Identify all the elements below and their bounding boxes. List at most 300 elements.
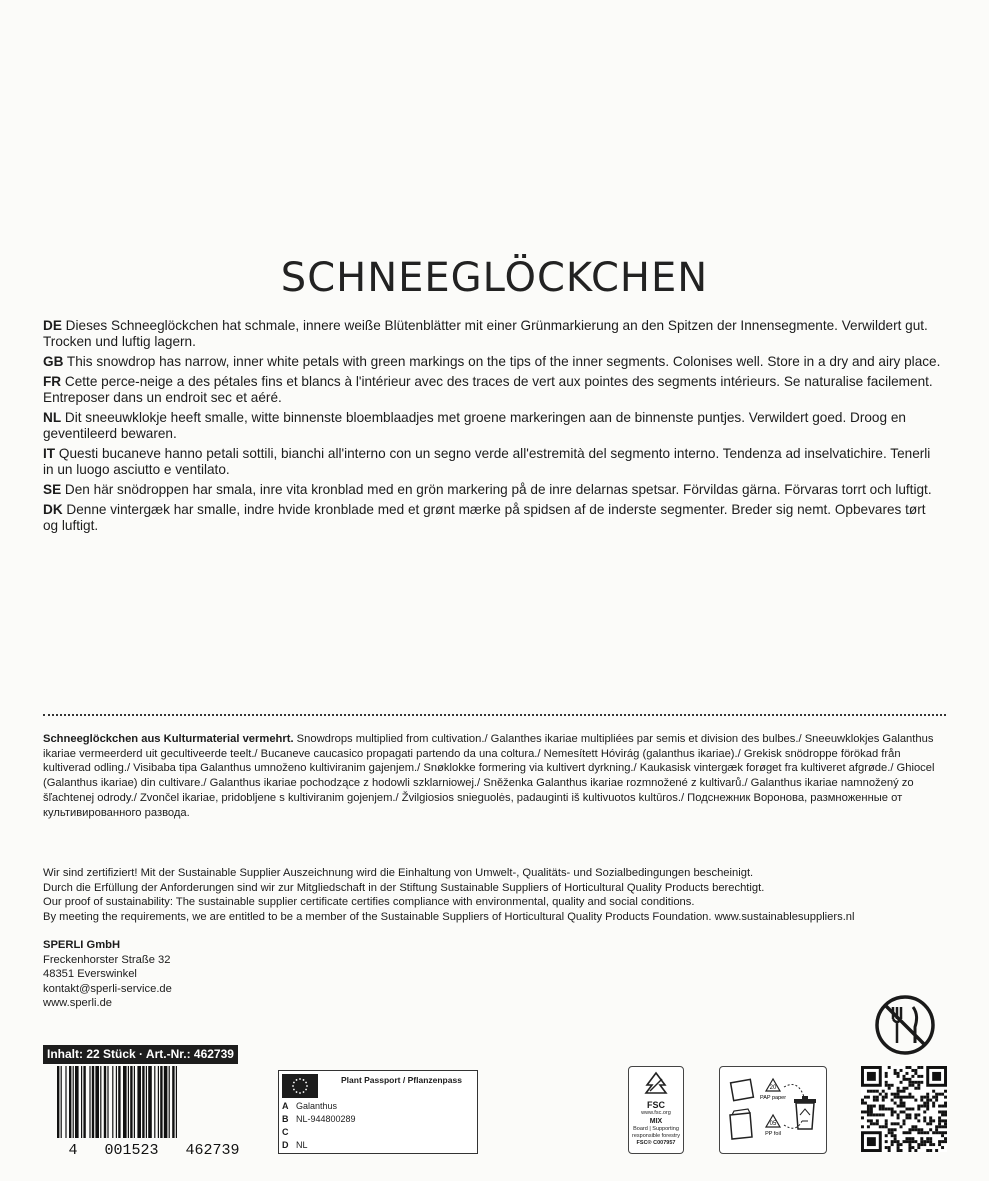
- qr-module: [923, 1110, 926, 1113]
- qr-module: [891, 1093, 894, 1096]
- qr-module: [894, 1140, 897, 1143]
- qr-module: [897, 1140, 900, 1143]
- barcode-bar: [172, 1066, 174, 1138]
- qr-module: [882, 1125, 885, 1128]
- qr-module: [935, 1128, 938, 1131]
- qr-module: [876, 1122, 879, 1125]
- qr-module: [944, 1090, 947, 1093]
- qr-module: [911, 1125, 914, 1128]
- qr-module: [911, 1075, 914, 1078]
- qr-module: [926, 1122, 929, 1125]
- qr-module: [885, 1140, 888, 1143]
- barcode-bar: [65, 1066, 66, 1138]
- barcode-bar: [73, 1066, 74, 1138]
- qr-module: [882, 1105, 885, 1108]
- qr-module: [894, 1110, 897, 1113]
- qr-module: [867, 1105, 870, 1108]
- qr-module: [917, 1143, 920, 1146]
- qr-module: [911, 1084, 914, 1087]
- company-street: Freckenhorster Straße 32: [43, 953, 171, 966]
- recycling-icon: [720, 1067, 826, 1153]
- qr-module: [891, 1110, 894, 1113]
- qr-module: [873, 1099, 876, 1102]
- qr-module: [929, 1140, 932, 1143]
- qr-module: [911, 1140, 914, 1143]
- qr-module: [876, 1119, 879, 1122]
- qr-module: [932, 1105, 935, 1108]
- qr-module: [917, 1131, 920, 1134]
- qr-module: [923, 1105, 926, 1108]
- qr-module: [903, 1102, 906, 1105]
- company-name: SPERLI GmbH: [43, 939, 121, 951]
- qr-module: [867, 1125, 870, 1128]
- qr-module: [908, 1128, 911, 1131]
- qr-module: [897, 1093, 900, 1096]
- cultivation-heading: Schneeglöckchen aus Kulturmaterial vermehrt.: [43, 733, 294, 745]
- qr-module: [914, 1087, 917, 1090]
- qr-module: [861, 1102, 864, 1105]
- desc-dk: [43, 502, 943, 534]
- qr-module: [905, 1072, 908, 1075]
- passport-key: C: [282, 1127, 289, 1137]
- lang-code: GB: [43, 354, 64, 369]
- qr-module: [941, 1134, 944, 1137]
- qr-module: [941, 1093, 944, 1096]
- qr-module: [891, 1084, 894, 1087]
- qr-module: [900, 1099, 903, 1102]
- qr-module: [870, 1119, 873, 1122]
- qr-module: [876, 1099, 879, 1102]
- passport-row: [282, 1113, 356, 1126]
- qr-module: [911, 1146, 914, 1149]
- qr-module: [944, 1125, 947, 1128]
- qr-module: [917, 1108, 920, 1111]
- qr-module: [885, 1096, 888, 1099]
- qr-module: [929, 1143, 932, 1146]
- qr-module: [935, 1096, 938, 1099]
- qr-module: [923, 1116, 926, 1119]
- qr-module: [885, 1075, 888, 1078]
- desc-se: [43, 482, 943, 498]
- qr-module: [903, 1096, 906, 1099]
- descriptions: [43, 318, 943, 538]
- cert-line: Wir sind zertifiziert! Mit der Sustainable Supplier Auszeichnung wird die Einhaltung von Umwelt-, Qualitäts- und Sozialbedingungen bescheinigt.: [43, 867, 754, 879]
- barcode-bar: [158, 1066, 159, 1138]
- barcode-bar: [57, 1066, 59, 1138]
- qr-module: [873, 1122, 876, 1125]
- barcode-bar: [104, 1066, 106, 1138]
- qr-module: [929, 1128, 932, 1131]
- qr-module: [905, 1108, 908, 1111]
- qr-module: [908, 1093, 911, 1096]
- qr-module: [932, 1096, 935, 1099]
- qr-module: [903, 1090, 906, 1093]
- qr-module: [914, 1072, 917, 1075]
- qr-module: [929, 1137, 932, 1140]
- qr-module: [920, 1075, 923, 1078]
- qr-module: [879, 1125, 882, 1128]
- qr-module: [944, 1119, 947, 1122]
- cert-line: Our proof of sustainability: The sustainable supplier certificate certifies compliance with environmental, quality and social conditions.: [43, 896, 695, 909]
- lang-code: FR: [43, 374, 62, 389]
- qr-module: [891, 1108, 894, 1111]
- qr-module: [938, 1140, 941, 1143]
- qr-module: [929, 1119, 932, 1122]
- eu-star: [296, 1079, 298, 1081]
- qr-module: [941, 1140, 944, 1143]
- passport-key: D: [282, 1140, 289, 1150]
- qr-module: [938, 1093, 941, 1096]
- qr-module: [879, 1093, 882, 1096]
- desc-fr: [43, 374, 943, 406]
- qr-module: [914, 1149, 917, 1152]
- eu-star: [306, 1085, 308, 1087]
- qr-module: [908, 1096, 911, 1099]
- barcode-bar: [142, 1066, 144, 1138]
- qr-module: [897, 1143, 900, 1146]
- qr-module: [867, 1090, 870, 1093]
- qr-module: [935, 1131, 938, 1134]
- eu-star: [299, 1092, 301, 1094]
- qr-module: [920, 1140, 923, 1143]
- pap-label: PAP paper: [759, 1095, 787, 1101]
- qr-module: [891, 1099, 894, 1102]
- qr-module: [900, 1102, 903, 1105]
- qr-module: [897, 1149, 900, 1152]
- lang-code: DE: [43, 318, 62, 333]
- barcode-bar: [146, 1066, 147, 1138]
- qr-module: [879, 1105, 882, 1108]
- qr-module: [908, 1143, 911, 1146]
- qr-module: [903, 1087, 906, 1090]
- qr-module: [894, 1128, 897, 1131]
- desc-gb: [43, 354, 943, 370]
- qr-module: [903, 1119, 906, 1122]
- qr-module: [932, 1090, 935, 1093]
- qr-module: [894, 1093, 897, 1096]
- eu-star: [293, 1082, 295, 1084]
- qr-module: [911, 1069, 914, 1072]
- qr-module: [920, 1099, 923, 1102]
- qr-module: [891, 1122, 894, 1125]
- barcode-bar: [176, 1066, 177, 1138]
- qr-module: [894, 1122, 897, 1125]
- qr-module: [944, 1105, 947, 1108]
- qr-module: [923, 1119, 926, 1122]
- company-email: kontakt@sperli-service.de: [43, 982, 172, 995]
- qr-module: [938, 1110, 941, 1113]
- qr-module: [920, 1081, 923, 1084]
- qr-module: [888, 1146, 891, 1149]
- qr-module: [891, 1131, 894, 1134]
- qr-module: [864, 1110, 867, 1113]
- qr-module: [944, 1102, 947, 1105]
- qr-module: [905, 1078, 908, 1081]
- qr-module: [938, 1122, 941, 1125]
- qr-module: [935, 1099, 938, 1102]
- qr-module: [920, 1066, 923, 1069]
- qr-module: [929, 1099, 932, 1102]
- qr-module: [903, 1105, 906, 1108]
- qr-module: [944, 1131, 947, 1134]
- qr-module: [882, 1096, 885, 1099]
- desc-nl: [43, 410, 943, 442]
- barcode-bar: [69, 1066, 71, 1138]
- fsc-logo-text: FSC: [647, 1100, 665, 1110]
- qr-module: [894, 1137, 897, 1140]
- qr-module: [935, 1093, 938, 1096]
- qr-module: [861, 1110, 864, 1113]
- qr-module: [867, 1108, 870, 1111]
- qr-module: [903, 1110, 906, 1113]
- fsc-mix: MIX: [649, 1118, 663, 1125]
- eu-star: [293, 1089, 295, 1091]
- qr-module: [905, 1066, 908, 1069]
- qr-module: [891, 1128, 894, 1131]
- qr-module: [908, 1137, 911, 1140]
- qr-module: [888, 1128, 891, 1131]
- qr-module: [876, 1113, 879, 1116]
- barcode-bar: [164, 1066, 168, 1138]
- barcode-bar: [112, 1066, 113, 1138]
- qr-module: [914, 1081, 917, 1084]
- qr-module: [882, 1099, 885, 1102]
- pp-label: PP foil: [765, 1131, 781, 1137]
- barcode: [43, 1066, 265, 1156]
- qr-module: [923, 1131, 926, 1134]
- qr-module: [929, 1122, 932, 1125]
- qr-module: [941, 1119, 944, 1122]
- qr-module: [873, 1090, 876, 1093]
- qr-module: [897, 1116, 900, 1119]
- qr-module: [938, 1119, 941, 1122]
- passport-heading: Plant Passport / Pflanzenpass: [341, 1075, 462, 1085]
- qr-module: [917, 1066, 920, 1069]
- qr-module: [914, 1069, 917, 1072]
- qr-module: [920, 1143, 923, 1146]
- qr-module: [885, 1081, 888, 1084]
- qr-module: [867, 1072, 876, 1081]
- barcode-bar: [95, 1066, 99, 1138]
- qr-module: [944, 1140, 947, 1143]
- qr-module: [923, 1096, 926, 1099]
- barcode-digits: 4 001523 462739: [68, 1142, 240, 1156]
- qr-module: [926, 1105, 929, 1108]
- qr-module: [908, 1084, 911, 1087]
- qr-module: [873, 1105, 876, 1108]
- qr-module: [885, 1146, 888, 1149]
- passport-key: A: [282, 1101, 289, 1111]
- qr-module: [903, 1122, 906, 1125]
- qr-module: [917, 1113, 920, 1116]
- qr-module: [905, 1140, 908, 1143]
- qr-module: [897, 1072, 900, 1075]
- qr-module: [870, 1090, 873, 1093]
- qr-module: [932, 1131, 935, 1134]
- plant-passport: [278, 1070, 478, 1154]
- qr-module: [900, 1149, 903, 1152]
- passport-key: B: [282, 1114, 289, 1124]
- qr-module: [905, 1137, 908, 1140]
- qr-module: [908, 1131, 911, 1134]
- qr-module: [861, 1125, 864, 1128]
- cert-line: By meeting the requirements, we are entitled to be a member of the Sustainable Suppliers of Horticultural Quality Products Foundation. www.sustainablesuppliers.nl: [43, 911, 855, 924]
- qr-module: [908, 1146, 911, 1149]
- barcode-bar: [123, 1066, 127, 1138]
- qr-module: [920, 1096, 923, 1099]
- qr-module: [894, 1134, 897, 1137]
- eu-star: [303, 1079, 305, 1081]
- qr-module: [867, 1110, 870, 1113]
- qr-module: [926, 1149, 929, 1152]
- qr-module: [903, 1131, 906, 1134]
- qr-module: [917, 1084, 920, 1087]
- qr-module: [926, 1108, 929, 1111]
- qr-module: [876, 1090, 879, 1093]
- qr-module: [911, 1096, 914, 1099]
- qr-module: [905, 1116, 908, 1119]
- qr-module: [920, 1131, 923, 1134]
- qr-module: [891, 1134, 894, 1137]
- qr-module: [900, 1105, 903, 1108]
- barcode-bar: [107, 1066, 108, 1138]
- qr-module: [920, 1128, 923, 1131]
- qr-module: [932, 1102, 935, 1105]
- barcode-bar: [169, 1066, 170, 1138]
- fsc-label: [628, 1066, 684, 1154]
- cultivation-text: Snowdrops multiplied from cultivation./ Galanthes ikariae multipliées par semis et division des bulbes./ Sneeuwklokjes Galanthus ikariae vermeerderd uit gecultiveerde teelt./ Bucaneve caucasico propagati partendo da una coltura./ Nemesített Hóvirág (galanthus ikariae)./ Grekisk snödroppe förökad från kultiverad odling./ Visibaba tipa Galanthus umnoženo kultiviranim gajenjem./ Snøklokke formering via kultivert dyrkning./ Kaukasisk vintergæk forøget fra kultiveret afgrøde./ Ghiocel (Galanthus ikariae) din cultivare./ Galanthus ikariae pochodzące z hodowli szklarniowej./ Sněženka Galanthus ikariae rozmnožené z kultivarů./ Galanthus ikariae namnožený zo šľachtenej odrody./ Zvončel ikariae, pridobljene s kultiviranim gojenjem./ Žvilgiosios snieguolės, padauginti iš kultivuotos kultūros./ Подснежник Воронова, размноженные от культивированного развода.: [43, 733, 935, 819]
- cultivation-note: [43, 732, 948, 820]
- qr-module: [900, 1096, 903, 1099]
- barcode-bar: [118, 1066, 120, 1138]
- qr-module: [897, 1096, 900, 1099]
- eu-star: [305, 1089, 307, 1091]
- qr-module: [897, 1075, 900, 1078]
- qr-module: [891, 1140, 894, 1143]
- qr-module: [888, 1087, 891, 1090]
- qr-module: [932, 1072, 941, 1081]
- qr-module: [894, 1072, 897, 1075]
- qr-module: [882, 1113, 885, 1116]
- qr-module: [914, 1125, 917, 1128]
- barcode-bar: [116, 1066, 117, 1138]
- barcode-bar: [160, 1066, 162, 1138]
- qr-module: [911, 1137, 914, 1140]
- qr-module: [926, 1102, 929, 1105]
- qr-module: [908, 1108, 911, 1111]
- qr-module: [870, 1113, 873, 1116]
- qr-module: [864, 1102, 867, 1105]
- qr-module: [911, 1108, 914, 1111]
- barcode-bar: [100, 1066, 101, 1138]
- qr-module: [900, 1069, 903, 1072]
- qr-module: [938, 1125, 941, 1128]
- lang-code: NL: [43, 410, 62, 425]
- qr-module: [903, 1078, 906, 1081]
- qr-module: [914, 1099, 917, 1102]
- qr-module: [897, 1146, 900, 1149]
- barcode-bar: [83, 1066, 85, 1138]
- qr-module: [908, 1149, 911, 1152]
- qr-module: [908, 1116, 911, 1119]
- qr-module: [917, 1075, 920, 1078]
- pp-code: 05: [769, 1121, 777, 1127]
- fsc-tree-icon: [641, 1071, 671, 1097]
- qr-module: [870, 1105, 873, 1108]
- qr-module: [908, 1078, 911, 1081]
- eu-star: [299, 1078, 301, 1080]
- qr-module: [905, 1131, 908, 1134]
- qr-module: [897, 1113, 900, 1116]
- qr-module: [926, 1096, 929, 1099]
- qr-module: [917, 1119, 920, 1122]
- page-title: SCHNEEGLÖCKCHEN: [280, 254, 709, 301]
- qr-module: [900, 1125, 903, 1128]
- qr-module: [870, 1108, 873, 1111]
- qr-module: [914, 1140, 917, 1143]
- qr-module: [929, 1116, 932, 1119]
- qr-module: [897, 1090, 900, 1093]
- qr-module: [932, 1143, 935, 1146]
- qr-module: [926, 1137, 929, 1140]
- qr-module: [882, 1108, 885, 1111]
- qr-module: [923, 1140, 926, 1143]
- qr-module: [914, 1113, 917, 1116]
- qr-module: [879, 1108, 882, 1111]
- desc-de: [43, 318, 943, 350]
- qr-module: [867, 1119, 870, 1122]
- qr-module: [917, 1105, 920, 1108]
- barcode-bar: [137, 1066, 141, 1138]
- qr-module: [885, 1072, 888, 1075]
- qr-module: [897, 1105, 900, 1108]
- barcode-bar: [81, 1066, 82, 1138]
- qr-module: [944, 1110, 947, 1113]
- qr-module: [891, 1143, 894, 1146]
- qr-module: [941, 1146, 944, 1149]
- qr-module: [932, 1119, 935, 1122]
- qr-module: [897, 1122, 900, 1125]
- qr-module: [938, 1143, 941, 1146]
- qr-module: [885, 1108, 888, 1111]
- cert-line: Durch die Erfüllung der Anforderungen sind wir zur Mitgliedschaft in der Stiftung Sustainable Suppliers of Horticultural Quality Products berechtigt.: [43, 881, 765, 894]
- qr-module: [929, 1149, 932, 1152]
- fsc-url: www.fsc.org: [641, 1110, 671, 1116]
- lang-code: IT: [43, 446, 56, 461]
- content-label: Inhalt: 22 Stück · Art.-Nr.: 462739: [43, 1045, 238, 1064]
- qr-module: [908, 1066, 911, 1069]
- qr-module: [894, 1096, 897, 1099]
- qr-module: [944, 1122, 947, 1125]
- dotted-divider: [43, 714, 946, 716]
- qr-module: [941, 1131, 944, 1134]
- qr-module: [867, 1113, 870, 1116]
- eu-star: [303, 1091, 305, 1093]
- qr-module: [903, 1140, 906, 1143]
- barcode-bar: [148, 1066, 152, 1138]
- barcode-bar: [75, 1066, 79, 1138]
- desc-text: Dieses Schneeglöckchen hat schmale, innere weiße Blütenblätter mit einer Grünmarkierung an den Spitzen der Innensegmente. Verwildert gut. Trocken und luftig lagern.: [43, 318, 928, 349]
- barcode-bar: [89, 1066, 90, 1138]
- eu-star: [296, 1091, 298, 1093]
- lang-code: DK: [43, 502, 63, 517]
- qr-module: [941, 1125, 944, 1128]
- qr-module: [941, 1105, 944, 1108]
- passport-value: NL: [296, 1140, 308, 1150]
- qr-module: [926, 1131, 929, 1134]
- qr-module: [917, 1146, 920, 1149]
- company-web: www.sperli.de: [43, 997, 113, 1010]
